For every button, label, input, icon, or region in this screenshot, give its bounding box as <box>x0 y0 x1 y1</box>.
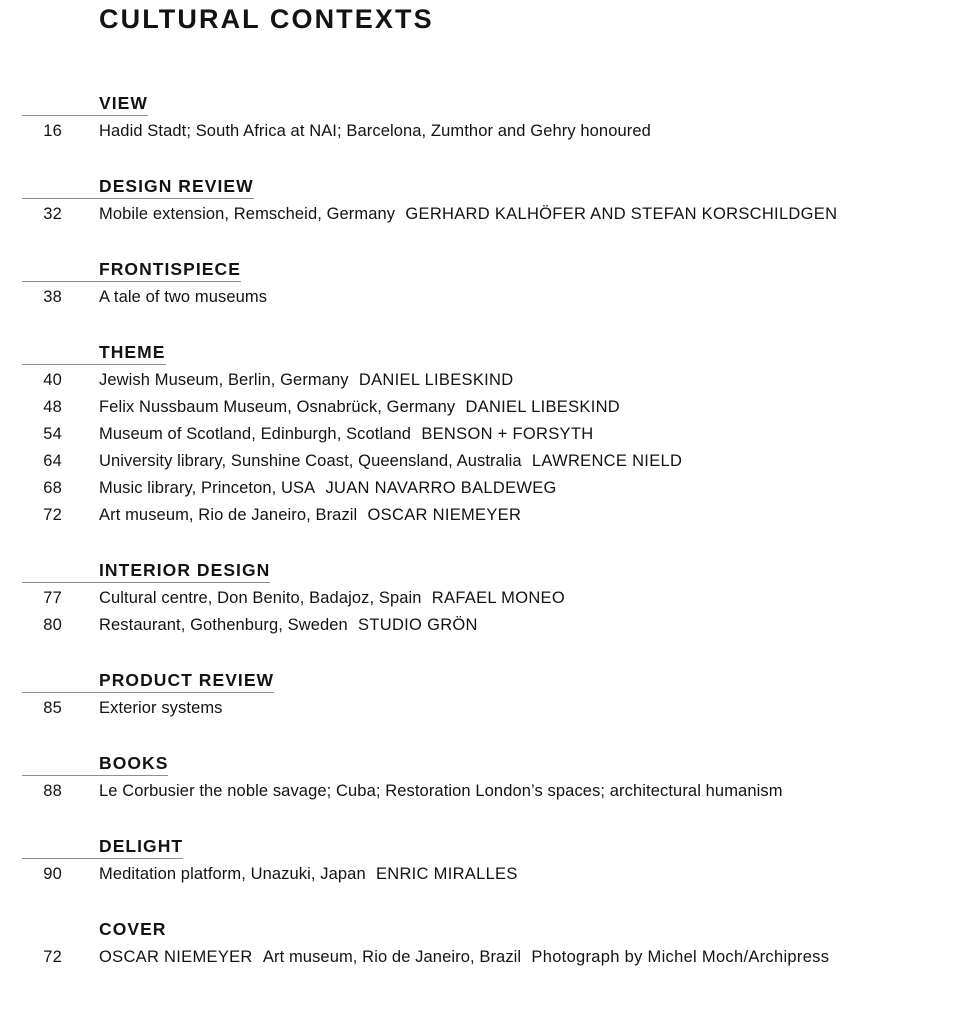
entry-text <box>99 448 944 475</box>
entry-text <box>99 367 944 394</box>
contents-section <box>0 551 954 639</box>
entry-text <box>99 475 944 502</box>
entry-title: Jewish Museum, Berlin, Germany <box>99 371 349 389</box>
section-heading <box>0 167 954 201</box>
contents-entry[interactable] <box>0 118 954 145</box>
section-rule <box>22 582 270 583</box>
entry-title: Exterior systems <box>99 699 223 717</box>
section-heading <box>0 551 954 585</box>
entry-page-number: 88 <box>43 782 62 800</box>
section-heading <box>0 661 954 695</box>
section-heading-label: VIEW <box>99 92 148 113</box>
entry-text <box>99 394 944 421</box>
entry-text <box>99 585 944 612</box>
entry-credit: Photograph by Michel Moch/Archipress <box>531 948 830 966</box>
contents-entry[interactable] <box>0 944 954 971</box>
section-heading-label: COVER <box>99 918 167 939</box>
entry-text <box>99 612 944 639</box>
section-heading <box>0 250 954 284</box>
contents-list <box>0 84 954 971</box>
section-rule <box>22 198 254 199</box>
entry-lead-credit: OSCAR NIEMEYER <box>99 948 253 966</box>
entry-credit: LAWRENCE NIELD <box>531 452 683 470</box>
entry-page-number: 40 <box>43 371 62 389</box>
entry-text <box>99 502 944 529</box>
contents-entry[interactable] <box>0 502 954 529</box>
entry-title: University library, Sunshine Coast, Queensland, Australia <box>99 452 522 470</box>
section-heading-label: INTERIOR DESIGN <box>99 559 271 580</box>
entry-page-number: 77 <box>43 589 62 607</box>
entry-credit: DANIEL LIBESKIND <box>465 398 621 416</box>
entry-text <box>99 861 944 888</box>
entry-title: Meditation platform, Unazuki, Japan <box>99 865 366 883</box>
entry-title: Cultural centre, Don Benito, Badajoz, Spain <box>99 589 422 607</box>
entry-page-number: 72 <box>43 506 62 524</box>
entry-page-number: 48 <box>43 398 62 416</box>
entry-text <box>99 421 944 448</box>
entry-page-number: 32 <box>43 205 62 223</box>
entry-title: Felix Nussbaum Museum, Osnabrück, Germany <box>99 398 456 416</box>
contents-entry[interactable] <box>0 861 954 888</box>
entry-title: Hadid Stadt; South Africa at NAI; Barcelona, Zumthor and Gehry honoured <box>99 122 651 140</box>
contents-entry[interactable] <box>0 448 954 475</box>
section-rule <box>22 115 148 116</box>
section-heading-label: FRONTISPIECE <box>99 258 241 279</box>
section-rule <box>22 692 274 693</box>
entry-title: Restaurant, Gothenburg, Sweden <box>99 616 348 634</box>
section-heading <box>0 910 954 944</box>
entry-title: Music library, Princeton, USA <box>99 479 316 497</box>
section-heading <box>0 84 954 118</box>
entry-text <box>99 944 944 971</box>
contents-entry[interactable] <box>0 778 954 805</box>
contents-entry[interactable] <box>0 695 954 722</box>
entry-text <box>99 695 944 722</box>
entry-credit: RAFAEL MONEO <box>431 589 565 607</box>
contents-entry[interactable] <box>0 475 954 502</box>
contents-section <box>0 250 954 311</box>
entry-title: Museum of Scotland, Edinburgh, Scotland <box>99 425 412 443</box>
entry-credit: STUDIO GRÖN <box>358 616 478 634</box>
section-heading-label: THEME <box>99 341 166 362</box>
entry-page-number: 38 <box>43 288 62 306</box>
entry-title: Mobile extension, Remscheid, Germany <box>99 205 396 223</box>
contents-section <box>0 333 954 529</box>
section-heading-label: DESIGN REVIEW <box>99 175 254 196</box>
contents-entry[interactable] <box>0 367 954 394</box>
contents-section <box>0 744 954 805</box>
entry-title: Le Corbusier the noble savage; Cuba; Restoration London’s spaces; architectural humanism <box>99 782 783 800</box>
page-title: CULTURAL CONTEXTS <box>99 4 434 34</box>
entry-page-number: 64 <box>43 452 62 470</box>
entry-page-number: 90 <box>43 865 62 883</box>
section-rule <box>22 775 168 776</box>
contents-entry[interactable] <box>0 284 954 311</box>
entry-credit: ENRIC MIRALLES <box>375 865 518 883</box>
entry-credit: GERHARD KALHÖFER AND STEFAN KORSCHILDGEN <box>405 205 838 223</box>
section-rule <box>22 858 183 859</box>
entry-text <box>99 201 944 228</box>
entry-credit: DANIEL LIBESKIND <box>358 371 514 389</box>
entry-credit: BENSON + FORSYTH <box>421 425 594 443</box>
entry-credit: JUAN NAVARRO BALDEWEG <box>325 479 557 497</box>
entry-page-number: 68 <box>43 479 62 497</box>
section-heading <box>0 333 954 367</box>
entry-credit: OSCAR NIEMEYER <box>367 506 522 524</box>
contents-entry[interactable] <box>0 394 954 421</box>
section-heading <box>0 827 954 861</box>
section-rule <box>22 364 166 365</box>
contents-section <box>0 910 954 971</box>
entry-title: Art museum, Rio de Janeiro, Brazil <box>262 948 522 966</box>
section-heading-label: DELIGHT <box>99 835 184 856</box>
section-heading-label: PRODUCT REVIEW <box>99 669 275 690</box>
entry-page-number: 16 <box>43 122 62 140</box>
entry-page-number: 85 <box>43 699 62 717</box>
contents-entry[interactable] <box>0 201 954 228</box>
entry-text <box>99 284 944 311</box>
entry-page-number: 72 <box>43 948 62 966</box>
entry-page-number: 54 <box>43 425 62 443</box>
entry-title: A tale of two museums <box>99 288 268 306</box>
contents-section <box>0 167 954 228</box>
entry-title: Art museum, Rio de Janeiro, Brazil <box>99 506 358 524</box>
entry-text <box>99 118 944 145</box>
section-rule <box>22 281 241 282</box>
contents-entry[interactable] <box>0 585 954 612</box>
contents-section <box>0 827 954 888</box>
contents-entry[interactable] <box>0 612 954 639</box>
entry-page-number: 80 <box>43 616 62 634</box>
contents-entry[interactable] <box>0 421 954 448</box>
section-heading-label: BOOKS <box>99 752 169 773</box>
section-heading <box>0 744 954 778</box>
entry-text <box>99 778 944 805</box>
contents-section <box>0 661 954 722</box>
contents-section <box>0 84 954 145</box>
